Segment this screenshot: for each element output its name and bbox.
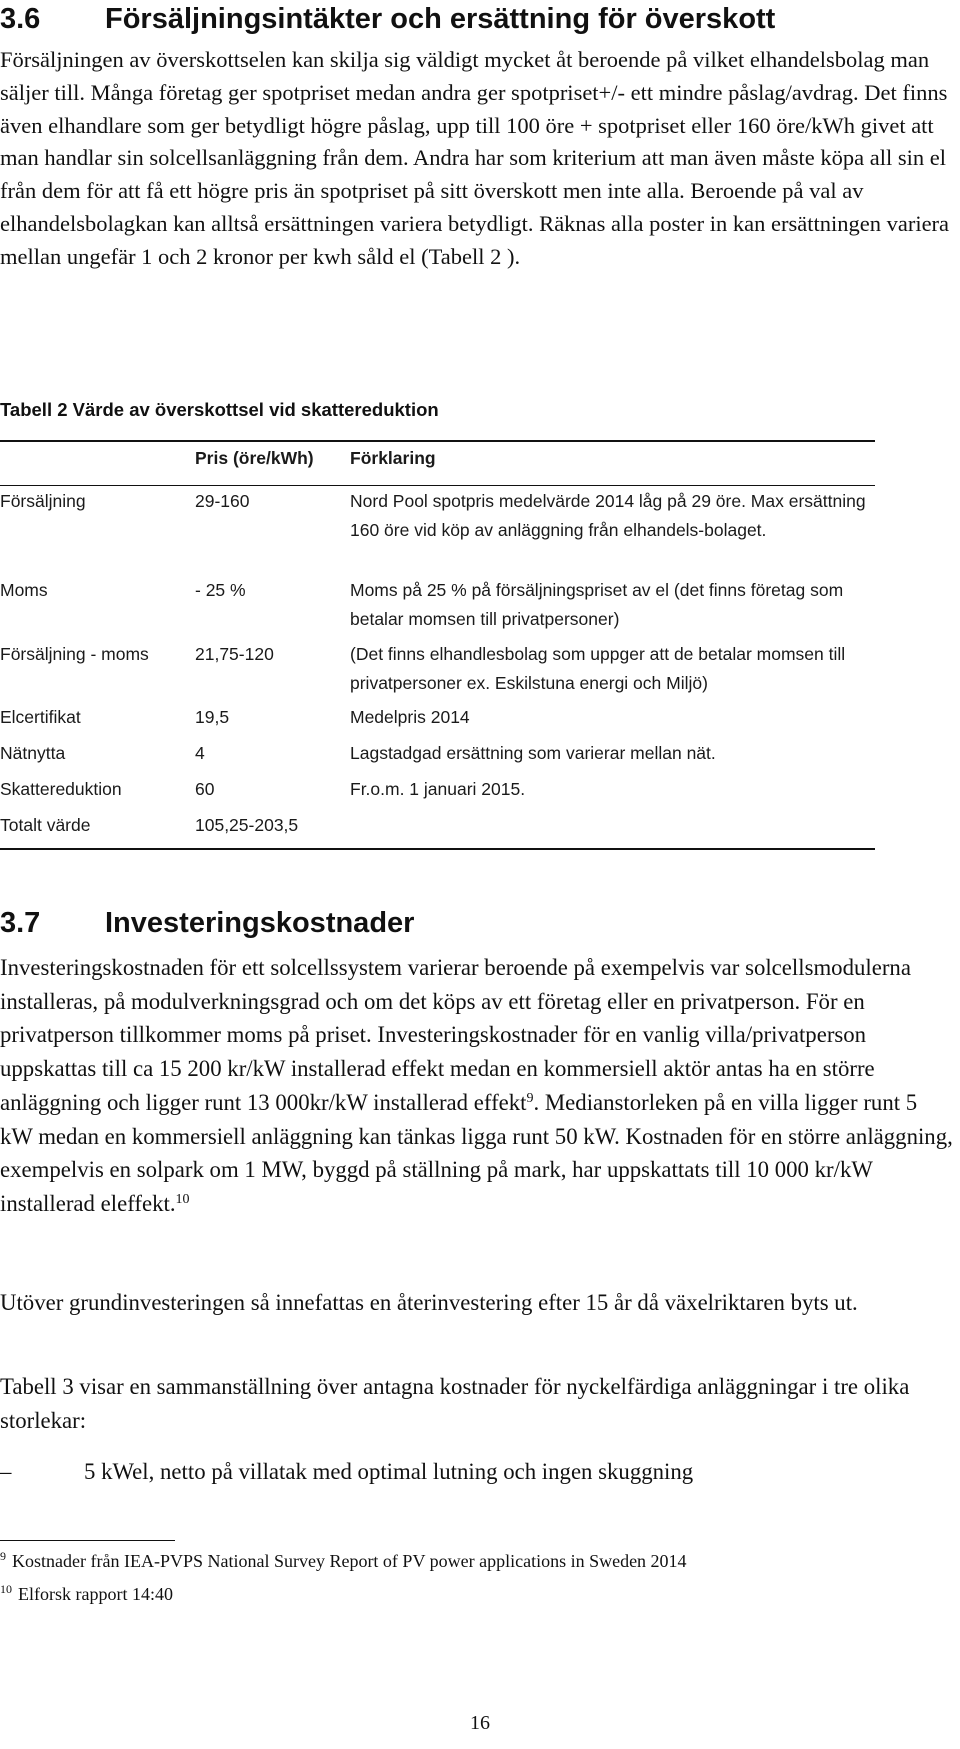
paragraph-reinvestment: Utöver grundinvesteringen så innefattas en återinvestering efter 15 år då växelriktaren byts ut. <box>0 1290 858 1315</box>
row-label: Moms <box>0 580 48 600</box>
footnote-text: Elforsk rapport 14:40 <box>18 1584 173 1604</box>
paragraph-text: . Medianstorleken på en villa ligger runt 5 kW medan en kommersiell anläggning kan tänkas ligga runt 50 kW. Kostnaden för en större anläggning, exempelvis en solpark om 1 MW, byggd på ställning på mark, har uppskattats till 10 000 kr/kW installerad eleffekt. <box>0 1089 953 1216</box>
row-explanation: Lagstadgad ersättning som varierar mellan nät. <box>350 743 716 763</box>
paragraph-text: Investeringskostnaden för ett solcellssystem varierar beroende på exempelvis var solcellsmodulerna installeras, på modulverkningsgrad och om det köps av ett företag eller en privatperson. För en privatperson tillkommer moms på priset. Investeringskostnader för en vanlig villa/privatperson uppskattas till ca 15 200 kr/kW installerad effekt medan en kommersiell aktör antas ha en större anläggning och ligger runt 13 000kr/kW installerad effekt <box>0 955 911 1115</box>
row-explanation: Fr.o.m. 1 januari 2015. <box>350 779 526 799</box>
footnote-number: 9 <box>0 1549 6 1563</box>
row-explanation: Medelpris 2014 <box>350 707 470 727</box>
table-caption: Tabell 2 Värde av överskottsel vid skattereduktion <box>0 399 439 420</box>
row-label: Elcertifikat <box>0 707 81 727</box>
footnote-number: 10 <box>0 1582 12 1596</box>
footnote-ref-9: 9 <box>526 1090 534 1106</box>
paragraph-investment-costs <box>0 951 955 1221</box>
row-explanation: Moms på 25 % på försäljningspriset av el (det finns företag som betalar momsen till privatpersoner) <box>350 580 844 629</box>
section-number: 3.6 <box>0 3 41 35</box>
section-title: Investeringskostnader <box>105 907 415 939</box>
paragraph-sales-income: Försäljningen av överskottselen kan skilja sig väldigt mycket åt beroende på vilket elhandelsbolag man säljer till. Många företag ger spotpriset medan andra ger spotpriset+/- ett mindre påslag/avdrag. Det finns även elhandlare som ger betydligt högre påslag, upp till 100 öre + spotpriset eller 160 öre/kWh givet att man handlar sin solcellsanläggning från dem. Andra har som kriterium att man även måste köpa all sin el från dem för att få ett högre pris än spotpriset på sitt överskott men inte alla. Beroende på val av elhandelsbolagkan kan alltså ersättningen variera betydligt. Räknas alla poster in kan ersättningen variera mellan ungefär 1 och 2 kronor per kwh såld el (Tabell 2 ). <box>0 47 950 269</box>
row-price: 4 <box>195 743 205 763</box>
footnote-9 <box>0 1548 955 1576</box>
section-heading-3-6 <box>0 2 955 36</box>
section-number: 3.7 <box>0 907 41 939</box>
row-price: - 25 % <box>195 580 246 600</box>
footnote-10 <box>0 1581 955 1609</box>
table-header-rule <box>0 485 875 486</box>
row-price: 21,75-120 <box>195 644 274 664</box>
section-title: Försäljningsintäkter och ersättning för överskott <box>105 3 776 35</box>
header-cell-price: Pris (öre/kWh) <box>195 448 314 468</box>
row-label: Nätnytta <box>0 743 66 763</box>
row-label: Försäljning - moms <box>0 644 149 664</box>
header-cell-explanation: Förklaring <box>350 448 436 468</box>
row-label: Totalt värde <box>0 815 91 835</box>
section-heading-3-7 <box>0 906 955 940</box>
row-explanation: (Det finns elhandlesbolag som uppger att de betalar momsen till privatpersoner ex. Eskilstuna energi och Miljö) <box>350 644 846 693</box>
row-label: Skattereduktion <box>0 779 122 799</box>
row-price: 105,25-203,5 <box>195 815 299 835</box>
page-number: 16 <box>470 1712 490 1734</box>
paragraph-table3-intro: Tabell 3 visar en sammanställning över antagna kostnader för nyckelfärdiga anläggningar i tre olika storlekar: <box>0 1374 910 1433</box>
footnote-text: Kostnader från IEA-PVPS National Survey Report of PV power applications in Sweden 2014 <box>12 1551 687 1571</box>
row-explanation: Nord Pool spotpris medelvärde 2014 låg på 29 öre. Max ersättning 160 öre vid köp av anläggning från elhandels-bolaget. <box>350 491 866 540</box>
table-top-rule <box>0 440 875 442</box>
list-item-text: 5 kWel, netto på villatak med optimal lutning och ingen skuggning <box>84 1459 694 1484</box>
row-label: Försäljning <box>0 491 86 511</box>
row-price: 60 <box>195 779 215 799</box>
footnote-ref-10: 10 <box>175 1191 190 1207</box>
footnote-divider <box>0 1540 175 1541</box>
row-price: 19,5 <box>195 707 230 727</box>
table-bottom-rule <box>0 848 875 850</box>
list-dash: – <box>0 1459 12 1484</box>
row-price: 29-160 <box>195 491 250 511</box>
